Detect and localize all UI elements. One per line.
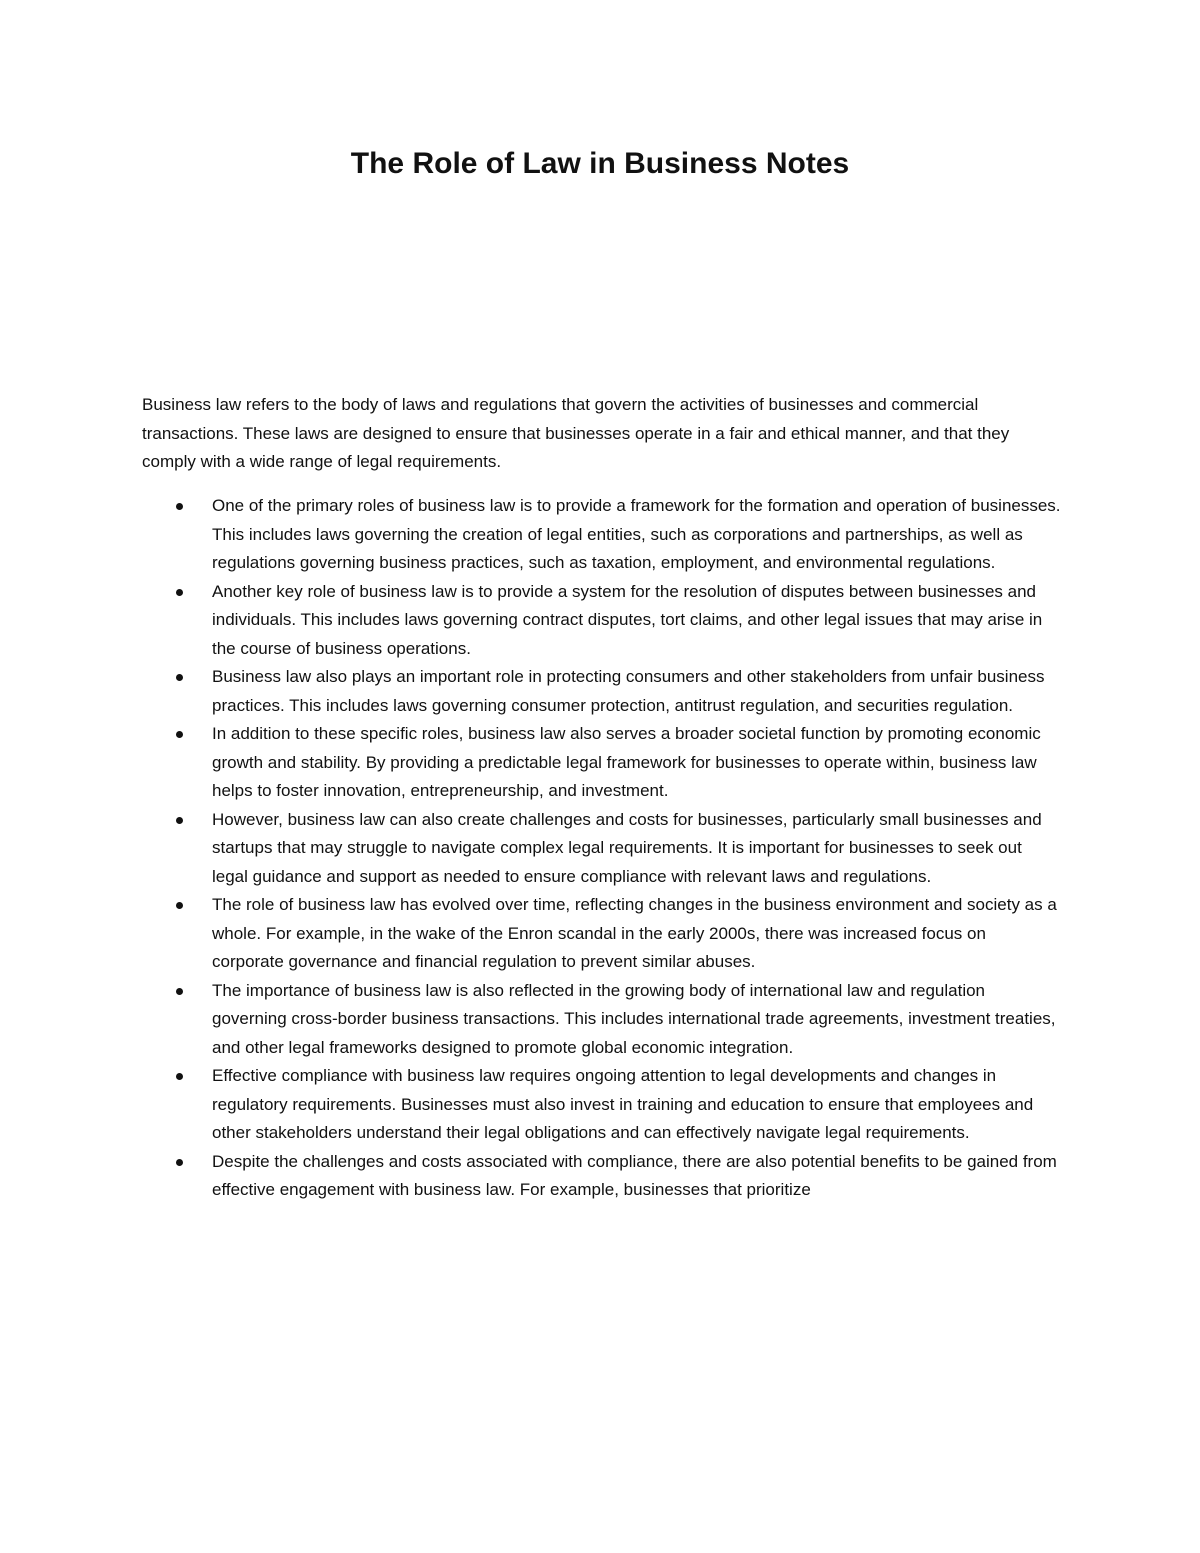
bullet-text: In addition to these specific roles, business law also serves a broader societal function by promoting economic growth and stability. By providing a predictable legal framework for businesses to operate within, business law helps to foster innovation, entrepreneurship, and investment.	[212, 724, 1041, 800]
bullet-item	[142, 578, 1062, 664]
bullet-text: Another key role of business law is to provide a system for the resolution of disputes between businesses and individuals. This includes laws governing contract disputes, tort claims, and other legal issues that may arise in the course of business operations.	[212, 581, 1043, 658]
bullet-icon	[176, 1073, 183, 1080]
bullet-text: The importance of business law is also reflected in the growing body of international law and regulation governing cross-border business transactions. This includes international trade agreements, investment treaties, and other legal frameworks designed to promote global economic integration.	[212, 980, 1056, 1057]
bullet-icon	[176, 988, 183, 995]
intro-paragraph: Business law refers to the body of laws and regulations that govern the activities of businesses and commercial transactions. These laws are designed to ensure that businesses operate in a fair and ethical manner, and that they comply with a wide range of legal requirements.	[142, 395, 1010, 471]
bullet-item	[142, 720, 1062, 806]
bullet-list	[142, 492, 1062, 1205]
bullet-icon	[176, 674, 183, 681]
bullet-item	[142, 806, 1062, 892]
bullet-icon	[176, 817, 183, 824]
bullet-text: The role of business law has evolved over time, reflecting changes in the business environment and society as a whole. For example, in the wake of the Enron scandal in the early 2000s, there was increased focus on corporate governance and financial regulation to prevent similar abuses.	[212, 895, 1057, 971]
bullet-icon	[176, 589, 183, 596]
bullet-item	[142, 663, 1062, 720]
bullet-text: Effective compliance with business law requires ongoing attention to legal developments and changes in regulatory requirements. Businesses must also invest in training and education to ensure that employees and other stakeholders understand their legal obligations and can effectively navigate legal requirements.	[212, 1066, 1034, 1142]
bullet-text: One of the primary roles of business law is to provide a framework for the formation and operation of businesses. This includes laws governing the creation of legal entities, such as corporations and partnerships, as well as regulations governing business practices, such as taxation, employment, and environmental regulations.	[212, 496, 1061, 572]
bullet-text: Business law also plays an important role in protecting consumers and other stakeholders from unfair business practices. This includes laws governing consumer protection, antitrust regulation, and securities regulation.	[212, 667, 1045, 715]
bullet-item	[142, 492, 1062, 578]
document-title: The Role of Law in Business Notes	[350, 147, 850, 180]
bullet-icon	[176, 503, 183, 510]
bullet-icon	[176, 731, 183, 738]
bullet-item	[142, 1148, 1062, 1205]
bullet-item	[142, 891, 1062, 977]
bullet-text: However, business law can also create challenges and costs for businesses, particularly small businesses and startups that may struggle to navigate complex legal requirements. It is important for businesses to seek out legal guidance and support as needed to ensure compliance with relevant laws and regulations.	[212, 809, 1042, 886]
bullet-icon	[176, 902, 183, 909]
bullet-icon	[176, 1159, 183, 1166]
bullet-text: Despite the challenges and costs associated with compliance, there are also potential benefits to be gained from effective engagement with business law. For example, businesses that prioritize	[212, 1151, 1057, 1199]
bullet-item	[142, 1062, 1062, 1148]
bullet-item	[142, 977, 1062, 1063]
